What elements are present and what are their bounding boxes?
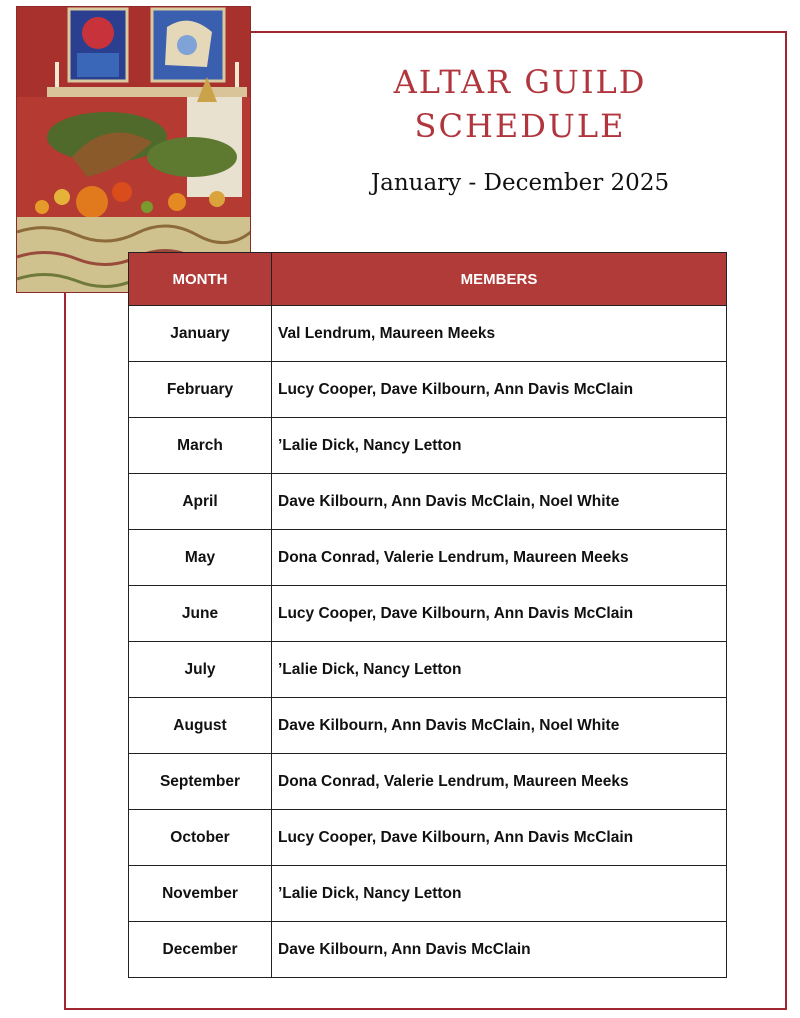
month-cell: June — [129, 586, 272, 642]
table-row — [129, 418, 727, 474]
members-cell: Val Lendrum, Maureen Meeks — [272, 306, 727, 362]
table-row — [129, 362, 727, 418]
members-cell: ’Lalie Dick, Nancy Letton — [272, 418, 727, 474]
table-row — [129, 586, 727, 642]
month-cell: July — [129, 642, 272, 698]
table-row — [129, 922, 727, 978]
month-cell: January — [129, 306, 272, 362]
table-row — [129, 530, 727, 586]
header-month: MONTH — [129, 253, 272, 306]
schedule-table — [128, 252, 727, 978]
month-cell: November — [129, 866, 272, 922]
table-row — [129, 474, 727, 530]
members-cell: Dave Kilbourn, Ann Davis McClain, Noel White — [272, 698, 727, 754]
table-row — [129, 810, 727, 866]
month-cell: March — [129, 418, 272, 474]
members-cell: Lucy Cooper, Dave Kilbourn, Ann Davis McClain — [272, 810, 727, 866]
header-members: MEMBERS — [272, 253, 727, 306]
month-cell: August — [129, 698, 272, 754]
title-line-2: SCHEDULE — [414, 107, 626, 145]
members-cell: Lucy Cooper, Dave Kilbourn, Ann Davis McClain — [272, 586, 727, 642]
title-line-1: ALTAR GUILD — [393, 63, 647, 101]
table-header-row — [129, 253, 727, 306]
month-cell: October — [129, 810, 272, 866]
members-cell: Dave Kilbourn, Ann Davis McClain, Noel White — [272, 474, 727, 530]
table-row — [129, 754, 727, 810]
members-cell: Dona Conrad, Valerie Lendrum, Maureen Meeks — [272, 754, 727, 810]
members-cell: Dave Kilbourn, Ann Davis McClain — [272, 922, 727, 978]
members-cell: ’Lalie Dick, Nancy Letton — [272, 866, 727, 922]
members-cell: Lucy Cooper, Dave Kilbourn, Ann Davis McClain — [272, 362, 727, 418]
altar-harvest-photo — [16, 6, 251, 293]
month-cell: September — [129, 754, 272, 810]
members-cell: ’Lalie Dick, Nancy Letton — [272, 642, 727, 698]
month-cell: April — [129, 474, 272, 530]
date-range-subtitle: January - December 2025 — [370, 170, 670, 196]
table-row — [129, 698, 727, 754]
table-row — [129, 306, 727, 362]
month-cell: February — [129, 362, 272, 418]
members-cell: Dona Conrad, Valerie Lendrum, Maureen Meeks — [272, 530, 727, 586]
month-cell: May — [129, 530, 272, 586]
table-row — [129, 642, 727, 698]
table-row — [129, 866, 727, 922]
month-cell: December — [129, 922, 272, 978]
